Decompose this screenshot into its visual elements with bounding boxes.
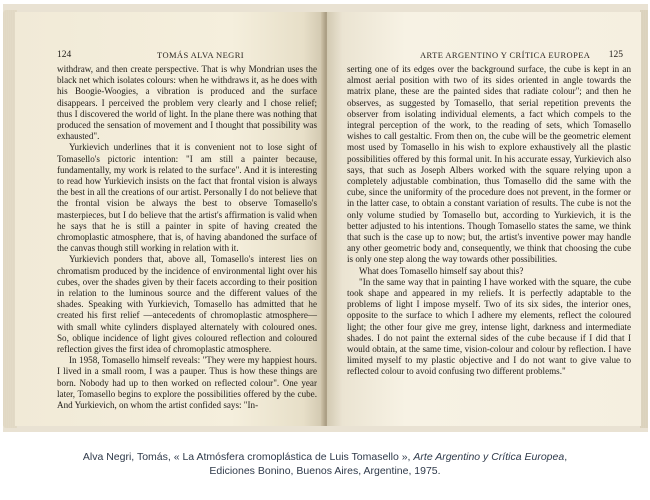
caption-line-2: Ediciones Bonino, Buenos Aires, Argentine, 1975. <box>209 465 441 477</box>
caption-book-title: Arte Argentino y Crítica Europea <box>413 451 565 463</box>
caption-line-1 <box>0 450 650 464</box>
left-page <box>15 12 325 426</box>
right-paragraph: What does Tomasello himself say about this? <box>359 265 524 276</box>
right-page-text <box>347 64 631 378</box>
left-paragraph: withdraw, and then create perspective. That is why Mondrian uses the black net which isolates colours: when he withdraws it, as he does with his Boogie-Woogies, a vibration is produced and the surface disappears. I perceived the problem very clearly and I chose relief; thus I discovered the world of light. In the plane there was nothing that produced the sensation of movement and I thought that possibility was exhausted". <box>57 64 317 142</box>
left-page-number: 124 <box>57 50 72 60</box>
caption-author-title: Alva Negri, Tomás, « La Atmósfera cromoplástica de Luis Tomasello », <box>82 451 414 463</box>
left-paragraph: Yurkievich ponders that, above all, Tomasello's interest lies on chromatism produced by the incidence of environmental light over his cubes, over the shades given by their facets according to their position in relation to the luminous source and the different values of the shades. Speaking with Yurkievich, Tomasello has admitted that he created his first relief —antecedents of chromoplastic atmosphere— with small white cylinders displayed alternately with coloured ones. So, oblique incidence of light gives coloured reflection and coloured reflection gives the first idea of chromoplastic atmosphere. <box>57 254 317 355</box>
image-caption <box>0 450 650 478</box>
right-paragraph: serting one of its edges over the background surface, the cube is kept in an almost aerial position with two of its sides oriented in angle towards the matrix plane, these are the painted sides that radiate colour"; and then he observes, as suggested by Tomasello, that serial repetition prevents the observer from isolating individual elements, a fact which compels to the integral perception of the work, to the reading of sets, which Tomasello wishes to call gestaltic. From then on, the cube will be the geometric element most used by Tomasello in his wish to explore exhaustively all the plastic possibilities offered by this formal unit. In his accurate essay, Yurkievich also says, that such as Joseph Albers worked with the square relying upon a completely adjustable combination, thus Tomasello did the same with the cube, since the uniformity of the procedure does not prevent, in the former or in the latter case, to obtain a constant variation of results. The cube is not the only volume studied by Tomasello but, according to Yurkievich, it is the better adjusted to his intentions. Though Tomasello states the same, we think that such is the case up to now; but, the artist's inventive power may handle any other geometric body and, consequently, we think that choosing the cube is only one step along the way towards other possibilities. <box>347 64 631 265</box>
left-page-text <box>57 64 317 411</box>
left-running-head: TOMÁS ALVA NEGRI <box>157 50 245 60</box>
right-page <box>327 12 641 426</box>
book-photo <box>3 4 648 432</box>
left-paragraph: In 1958, Tomasello himself reveals: "They were my happiest hours. I lived in a small room, I was a pauper. Thus is how these things are born. Nobody had up to then worked on reflected colour". One year later, Tomasello begins to explore the possibilities offered by the cube. And Yurkievich, on whom the artist confided says: "In- <box>57 355 317 411</box>
caption-comma: , <box>564 451 568 463</box>
right-page-number: 125 <box>608 50 623 60</box>
right-paragraph: "In the same way that in painting I have worked with the square, the cube took shape and appeared in my reliefs. It is perfectly adaptable to the problems of light I impose myself. Two of its six sides, the interior ones, opposite to the surface to which I adhere my elements, reflect the coloured light; the other four give me grey, intense light, darkness and intermediate shades. I do not paint the external sides of the cube because if I did that I would obtain, at the same time, vision-colour and colour by reflection. I have limited myself to my plastic objective and I do not want to give value to reflected colour to avoid confusing two different problems." <box>347 276 631 377</box>
page-edges-right <box>640 10 648 428</box>
right-running-head: ARTE ARGENTINO Y CRÍTICA EUROPEA <box>420 50 591 60</box>
left-paragraph: Yurkievich underlines that it is convenient not to lose sight of Tomasello's pictoric intention: "I am still a painter because, fundamentally, my work is related to the surface". And it is interesting to read how Yurkievich insists on the fact that frontal vision is always the best in all the creations of our artist. Personally I do not believe that the frontal vision be always the best to observe Tomasello's masterpieces, but I do believe that the artist's affirmation is valid when he says that he is still a painter in spite of having created the chromoplastic atmosphere, that is, of having abandoned the surface of the canvas though still working in relation with it. <box>57 142 317 254</box>
